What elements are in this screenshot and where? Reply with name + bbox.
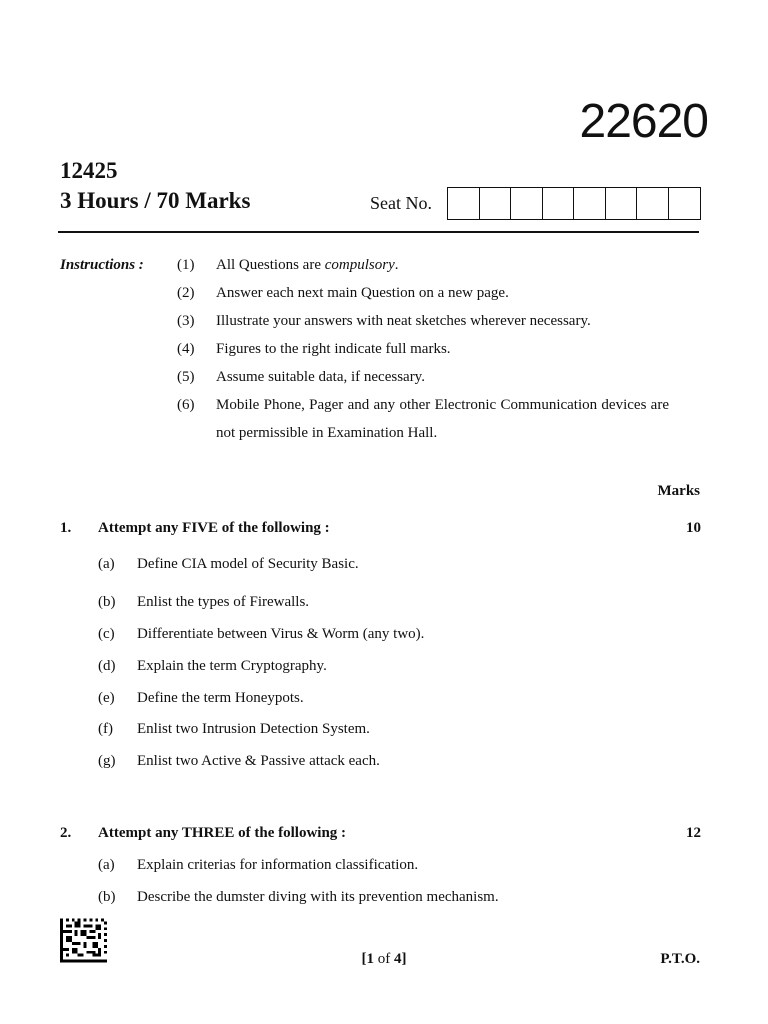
seat-digit-box[interactable] [448,188,480,219]
seat-digit-box[interactable] [480,188,512,219]
instruction-number: (4) [177,341,195,357]
instruction-number: (1) [177,257,195,273]
instructions-list [177,255,669,455]
marks-column-heading: Marks [657,483,700,499]
instruction-number: (3) [177,313,195,329]
seat-number-boxes[interactable] [447,187,701,220]
question-title: Attempt any FIVE of the following : [98,520,330,536]
page-number: [1 of 4] [361,951,407,967]
sub-question-number: (b) [98,889,116,905]
question-title: Attempt any THREE of the following : [98,825,347,841]
question-number: 2. [60,825,72,841]
instruction-item [177,367,669,387]
sub-question-text: Enlist two Active & Passive attack each. [137,753,380,769]
sub-question-text: Enlist the types of Firewalls. [137,594,310,610]
instruction-item [177,311,669,331]
subject-code: 22620 [579,95,708,148]
sub-question-text: Explain criterias for information classification. [137,857,419,873]
question-marks: 12 [686,825,701,841]
sub-question-text: Define the term Honeypots. [137,690,304,706]
instruction-text: Answer each next main Question on a new page. [216,285,509,301]
sub-question-text: Describe the dumster diving with its prevention mechanism. [137,889,499,905]
sub-question-number: (a) [98,857,115,873]
seat-number-label: Seat No. [370,193,432,213]
sub-question-text: Define CIA model of Security Basic. [137,556,359,572]
sub-question [98,688,304,708]
duration-marks: 3 Hours / 70 Marks [60,188,251,213]
sub-question [98,719,370,739]
seat-digit-box[interactable] [669,188,701,219]
instruction-item [177,395,669,447]
instruction-text: All Questions are compulsory. [216,257,399,273]
instruction-number: (6) [177,397,195,413]
question-number: 1. [60,520,72,536]
seat-digit-box[interactable] [574,188,606,219]
instruction-text: Assume suitable data, if necessary. [216,369,425,385]
seat-digit-box[interactable] [606,188,638,219]
sub-question-text: Enlist two Intrusion Detection System. [137,721,370,737]
seat-digit-box[interactable] [637,188,669,219]
instruction-number: (5) [177,369,195,385]
instruction-text: Figures to the right indicate full marks. [216,341,451,357]
sub-question [98,656,327,676]
sub-question [98,554,359,574]
instructions-label: Instructions : [60,257,144,273]
sub-question-number: (f) [98,721,113,737]
sub-question-text: Differentiate between Virus & Worm (any two). [137,626,425,642]
sub-question-number: (d) [98,658,116,674]
instruction-text: Mobile Phone, Pager and any other Electronic Communication devices are not permissible in Examination Hall. [216,397,669,441]
sub-question-text: Explain the term Cryptography. [137,658,327,674]
sub-question-number: (a) [98,556,115,572]
seat-digit-box[interactable] [511,188,543,219]
instruction-item [177,255,669,275]
instruction-number: (2) [177,285,195,301]
sub-question-number: (e) [98,690,115,706]
sub-question-number: (b) [98,594,116,610]
sub-question-number: (c) [98,626,115,642]
sub-question [98,855,418,875]
question-heading [60,518,701,538]
paper-code: 12425 [60,158,118,183]
question-marks: 10 [686,520,701,536]
seat-digit-box[interactable] [543,188,575,219]
instruction-text: Illustrate your answers with neat sketches wherever necessary. [216,313,591,329]
please-turn-over: P.T.O. [660,951,700,967]
emphasis-text: compulsory [324,257,395,273]
sub-question [98,751,380,771]
sub-question [98,624,424,644]
sub-question [98,887,499,907]
sub-question [98,592,309,612]
instruction-item [177,283,669,303]
header-divider [58,231,699,233]
sub-question-number: (g) [98,753,116,769]
instruction-item [177,339,669,359]
question-heading [60,823,701,843]
